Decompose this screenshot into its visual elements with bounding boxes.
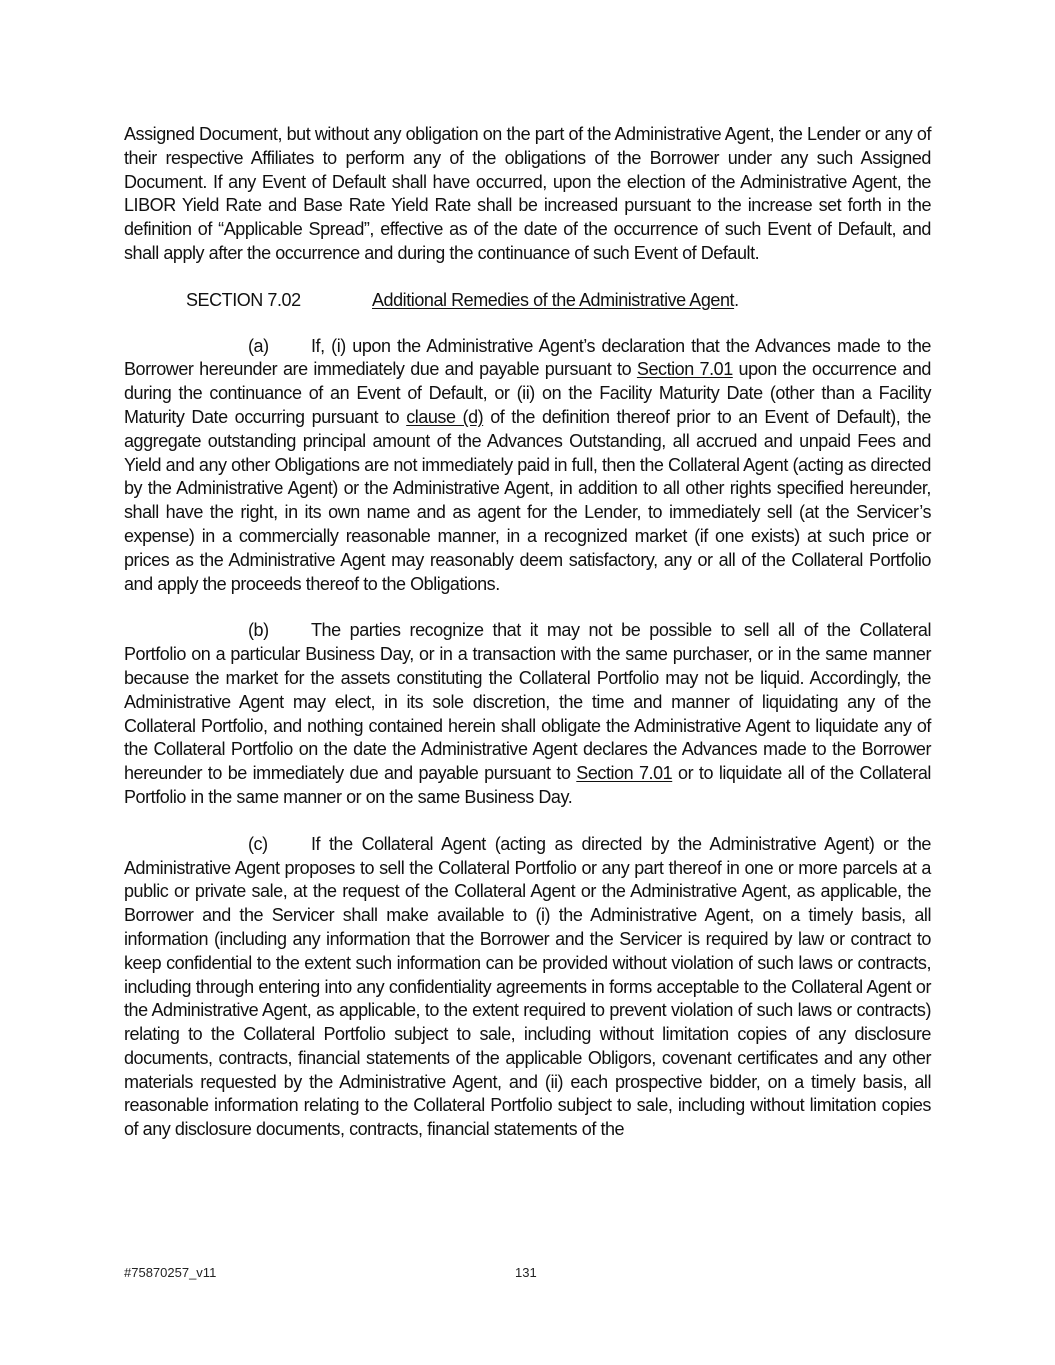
paragraph-b [124, 619, 931, 809]
paragraph-text: If the Collateral Agent (acting as directed by the Administrative Agent) or the Administrative Agent proposes to sell the Collateral Portfolio or any part thereof in one or more parcels at a public or private sale, at the request of the Collateral Agent or the Administrative Agent, as applicable, the Borrower and the Servicer shall make available to (i) the Administrative Agent, on a timely basis, all information (including any information that the Borrower and the Servicer is required by law or contract to keep confidential to the extent such information can be provided without violation of such laws or contracts, including through entering into any confidentiality agreements in forms acceptable to the Collateral Agent or the Administrative Agent, as applicable, to the extent required to prevent violation of such laws or contracts) relating to the Collateral Portfolio subject to sale, including without limitation copies of any disclosure documents, contracts, financial statements of the applicable Obligors, covenant certificates and any other materials requested by the Administrative Agent, and (ii) each prospective bidder, on a timely basis, all reasonable information relating to the Collateral Portfolio subject to sale, including without limitation copies of any disclosure documents, contracts, financial statements of the [124, 833, 931, 1140]
paragraph-label: (a) [248, 335, 269, 356]
continuation-paragraph: Assigned Document, but without any obligation on the part of the Administrative Agent, the Lender or any of their respective Affiliates to perform any of the obligations of the Borrower under any such Assigned Document. If any Event of Default shall have occurred, upon the election of the Administrative Agent, the LIBOR Yield Rate and Base Rate Yield Rate shall be increased pursuant to the increase set forth in the definition of “Applicable Spread”, effective as of the date of the occurrence of such Event of Default, and shall apply after the occurrence and during the continuance of such Event of Default. [124, 124, 931, 263]
paragraph-text: upon the occurrence and during the continuance of an Event of Default, or (ii) on the Facility Maturity Date (other than a Facility Maturity Date occurring pursuant to [124, 359, 931, 427]
cross-reference-link: clause (d) [406, 406, 484, 427]
cross-reference-link: Section 7.01 [636, 359, 733, 380]
paragraph-label: (c) [248, 833, 268, 854]
paragraph-text: or to liquidate all of the Collateral Portfolio in the same manner or on the same Business Day. [124, 763, 931, 807]
document-id: #75870257_v11 [124, 1265, 217, 1280]
paragraph-label: (b) [248, 620, 269, 641]
section-number: SECTION 7.02 [186, 289, 301, 310]
section-heading [124, 289, 931, 313]
paragraph-text: The parties recognize that it may not be possible to sell all of the Collateral Portfolio on a particular Business Day, or in a transaction with the same purchaser, or in the same manner because the market for the assets constituting the Collateral Portfolio may not be liquid. Accordingly, the Administrative Agent may elect, in its sole discretion, the time and manner of liquidating any of the Collateral Portfolio, and nothing contained herein shall obligate the Administrative Agent to liquidate any of the Collateral Portfolio on the date the Administrative Agent declares the Advances made to the Borrower hereunder to be immediately due and payable pursuant to [124, 620, 931, 784]
paragraph-text: If, (i) upon the Administrative Agent’s declaration that the Advances made to the Borrower hereunder are immediately due and payable pursuant to [124, 335, 931, 380]
section-title-suffix: . [734, 289, 739, 310]
section-title: Additional Remedies of the Administrative Agent [372, 289, 735, 310]
page-number: 131 [515, 1265, 537, 1280]
paragraph-text: of the definition thereof prior to an Event of Default), the aggregate outstanding principal amount of the Advances Outstanding, all accrued and unpaid Fees and Yield and any other Obligations are not immediately paid in full, then the Collateral Agent (acting as directed by the Administrative Agent) or the Administrative Agent, in addition to all other rights specified hereunder, shall have the right, in its own name and as agent for the Lender, to immediately sell (at the Servicer’s expense) in a commercially reasonable manner, in a recognized market (if one exists) at such price or prices as the Administrative Agent may reasonably deem satisfactory, any or all of the Collateral Portfolio and apply the proceeds thereof to the Obligations. [124, 406, 931, 594]
paragraph-a [124, 335, 931, 597]
document-page [124, 123, 931, 1142]
paragraph-c [124, 833, 931, 1142]
cross-reference-link: Section 7.01 [576, 763, 673, 784]
